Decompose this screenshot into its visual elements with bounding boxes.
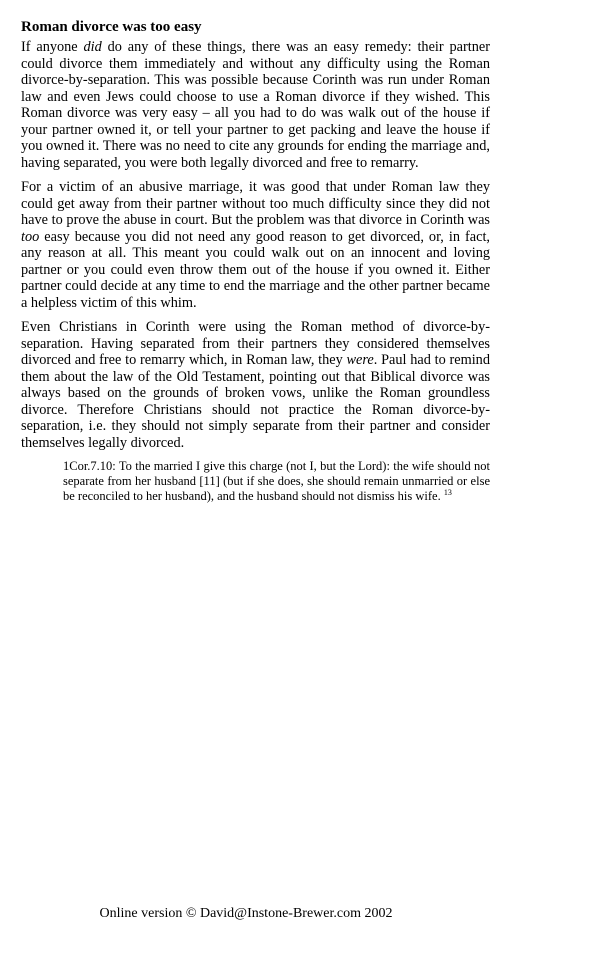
paragraph-1 xyxy=(21,39,490,171)
paragraph-2-text-a: For a victim of an abusive marriage, it was good that under Roman law they could get away from their partner without too much difficulty since they did not have to prove the abuse in court. But the problem was that divorce in Corinth was xyxy=(21,179,490,228)
paragraph-3-text-a: Even Christians in Corinth were using the Roman method of divorce-by-separation. Having separated from their partners they considered themselves divorced and free to remarry which, in Roman law, they xyxy=(21,319,490,368)
document-body xyxy=(21,18,490,504)
paragraph-3 xyxy=(21,319,490,451)
section-heading: Roman divorce was too easy xyxy=(21,19,202,35)
paragraph-1-text-b: do any of these things, there was an easy remedy: their partner could divorce them immediately and without any difficulty using the Roman divorce-by-separation. This was possible because Corinth was run under Roman law and even Jews could choose to use a Roman divorce if they wished. This Roman divorce was very easy – all you had to do was walk out of the house if your partner owned it, or tell your partner to get packing and leave the house if you owned it. There was no need to cite any grounds for ending the marriage and, having separated, you were both legally divorced and free to remarry. xyxy=(21,39,490,171)
paragraph-1-emphasis: did xyxy=(83,39,102,55)
paragraph-2 xyxy=(21,179,490,311)
scripture-quote-text: 1Cor.7.10: To the married I give this charge (not I, but the Lord): the wife should not separate from her husband [11] (but if she does, she should remain unmarried or else be reconciled to her husband), and the husband should not dismiss his wife. xyxy=(63,459,490,503)
paragraph-3-emphasis: were xyxy=(346,352,374,368)
paragraph-1-text-a: If anyone xyxy=(21,39,84,55)
scripture-quote xyxy=(63,459,490,504)
page-footer xyxy=(0,906,600,922)
paragraph-2-text-b: easy because you did not need any good reason to get divorced, or, in fact, any reason at all. This meant you could walk out on an innocent and loving partner or you could even throw them out of the house if you owned it. Either partner could decide at any time to end the marriage and the other partner became a helpless victim of this whim. xyxy=(21,228,490,311)
paragraph-3-text-b: . Paul had to remind them about the law of the Old Testament, pointing out that Biblical divorce was always based on the grounds of broken vows, unlike the Roman groundless divorce. Therefore Christians should not practice the Roman divorce-by-separation, i.e. they should not simply separate from their partner and consider themselves legally divorced. xyxy=(21,352,490,451)
footer-copyright: Online version © David@Instone-Brewer.com 2002 xyxy=(99,906,393,921)
paragraph-2-emphasis: too xyxy=(21,228,40,245)
footnote-marker: 13 xyxy=(443,487,452,497)
